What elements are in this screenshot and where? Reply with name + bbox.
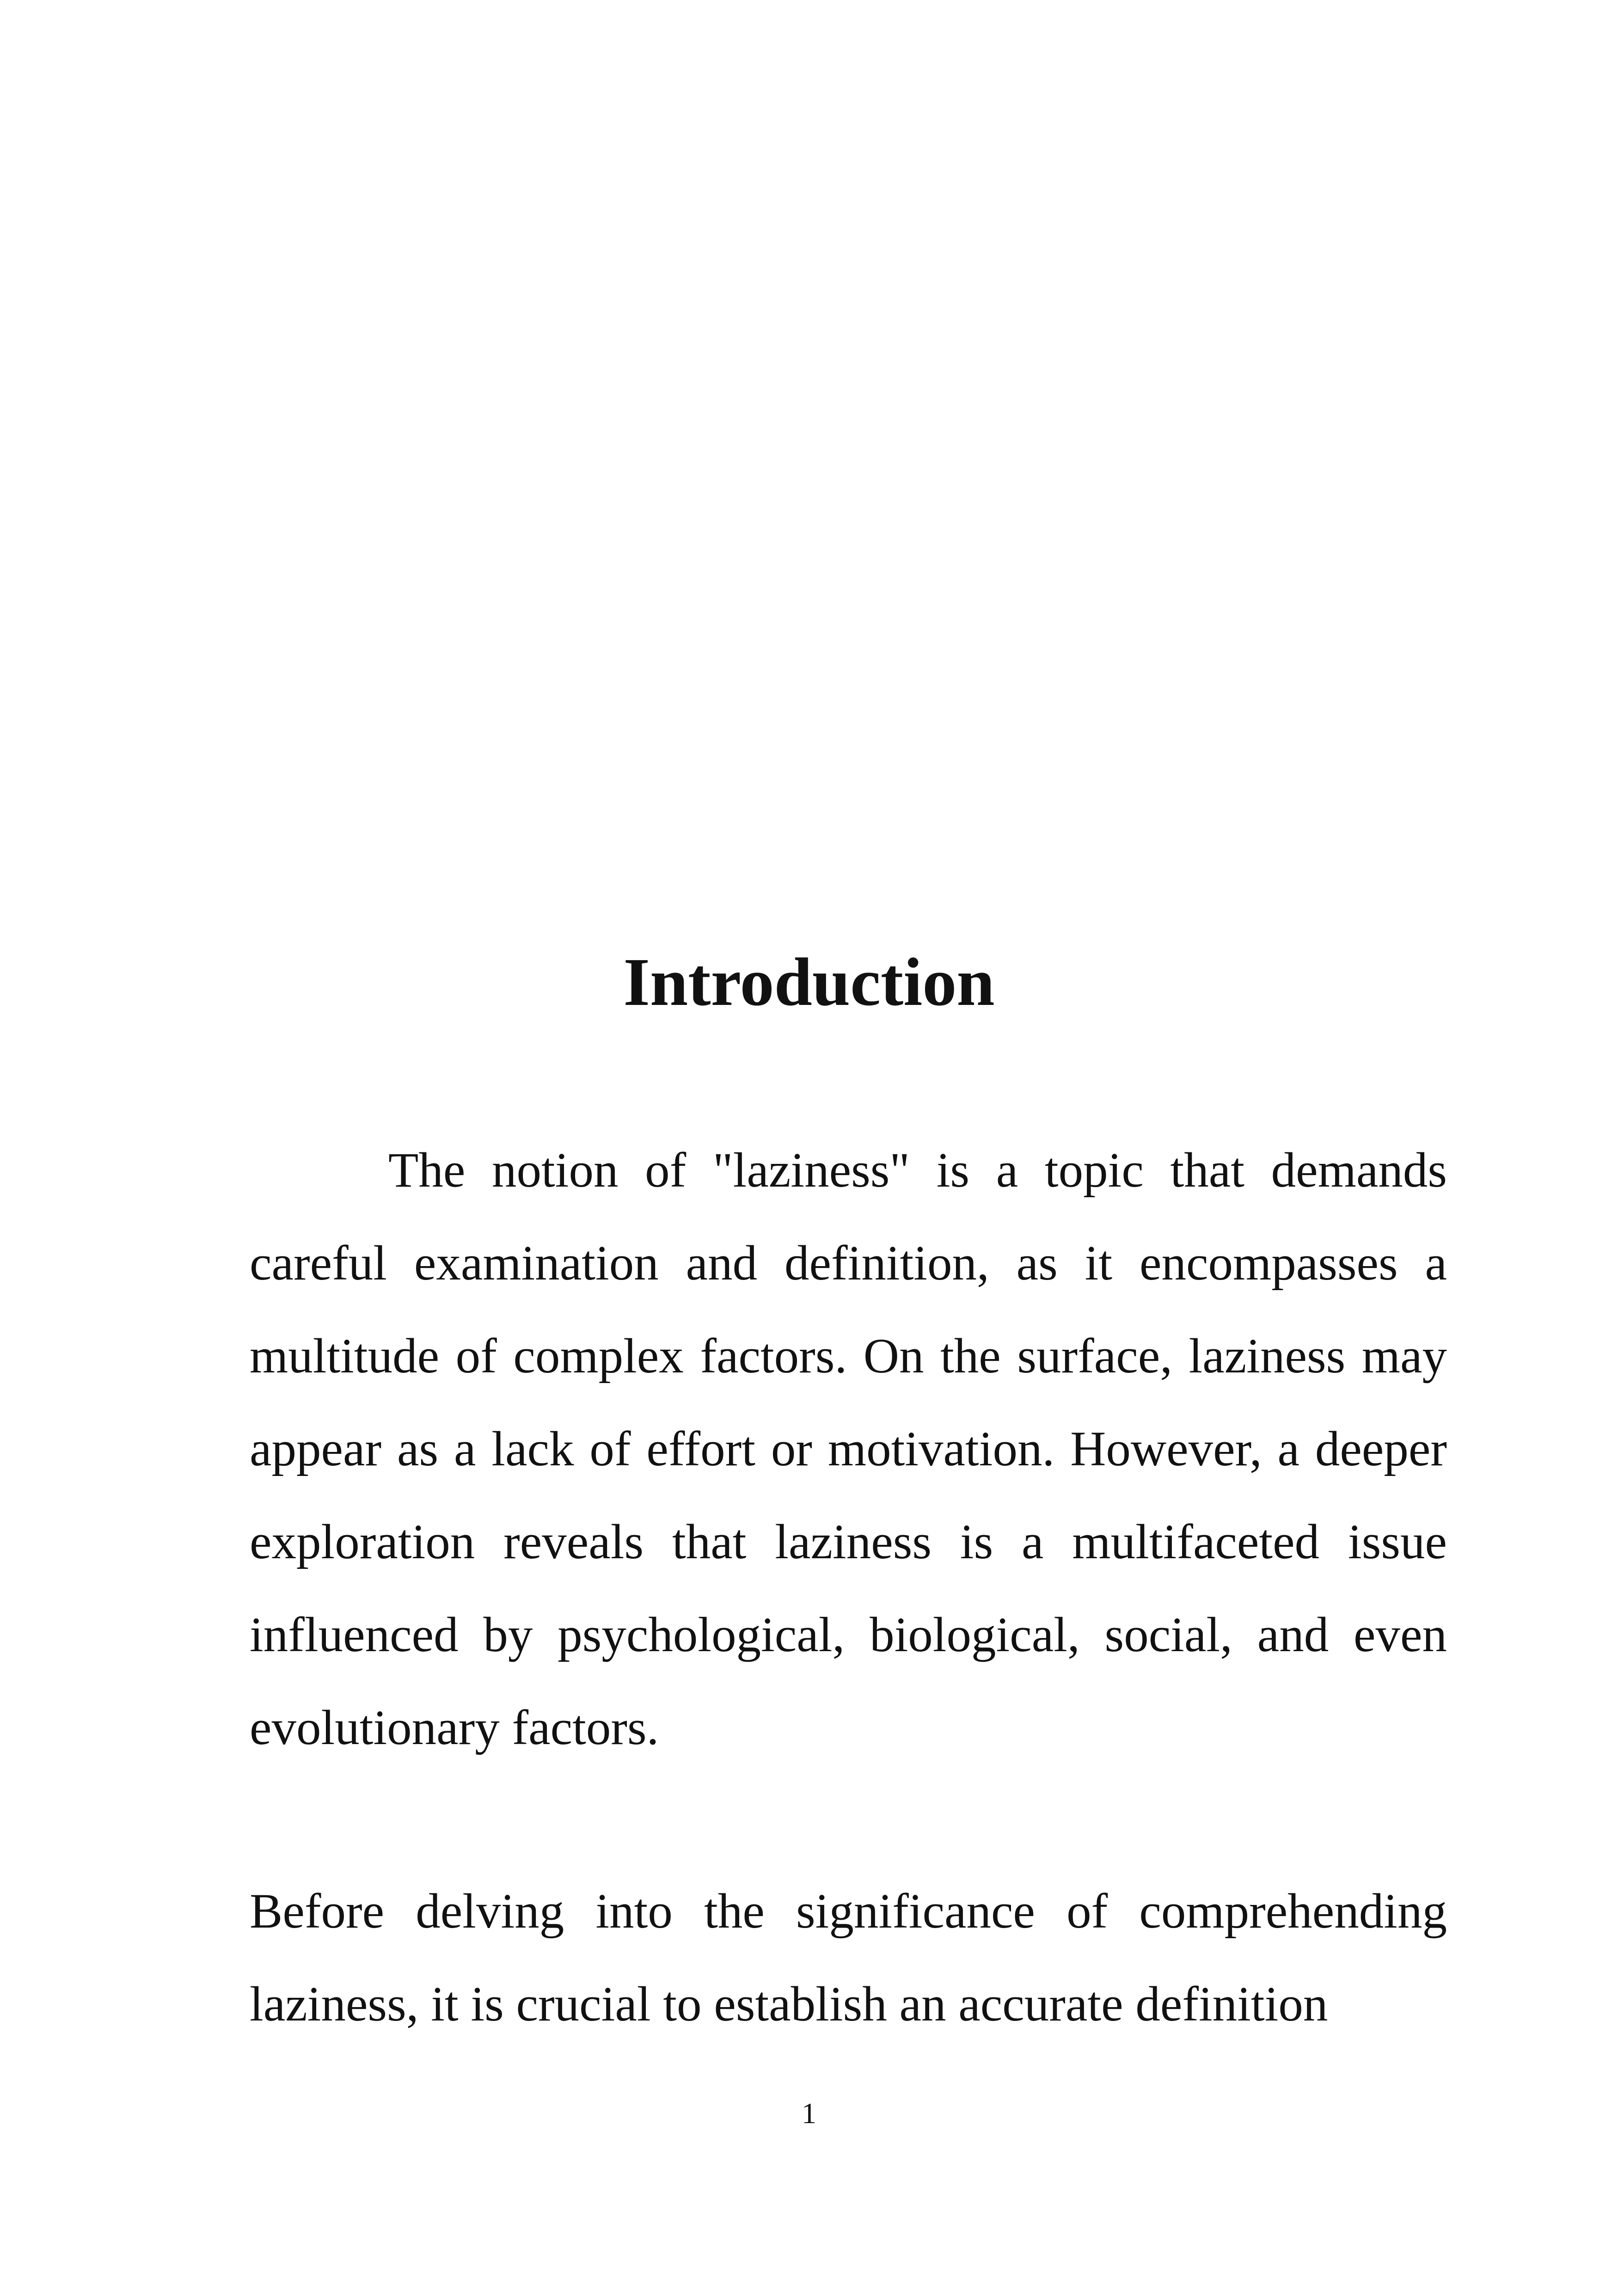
page-number: 1 xyxy=(802,2097,816,2130)
paragraph-definition: Before delving into the significance of comprehending laziness, it is crucial to establish an accurate definition xyxy=(250,1884,1447,2032)
section-heading: Introduction xyxy=(623,944,995,1020)
paragraph-intro: The notion of "laziness" is a topic that demands careful examination and definition, as it encompasses a multitude of complex factors. On the surface, laziness may appear as a lack of effort or motivation. However, a deeper exploration reveals that laziness is a multifaceted issue influenced by psychological, biological, social, and even evolutionary factors. xyxy=(250,1143,1447,1755)
